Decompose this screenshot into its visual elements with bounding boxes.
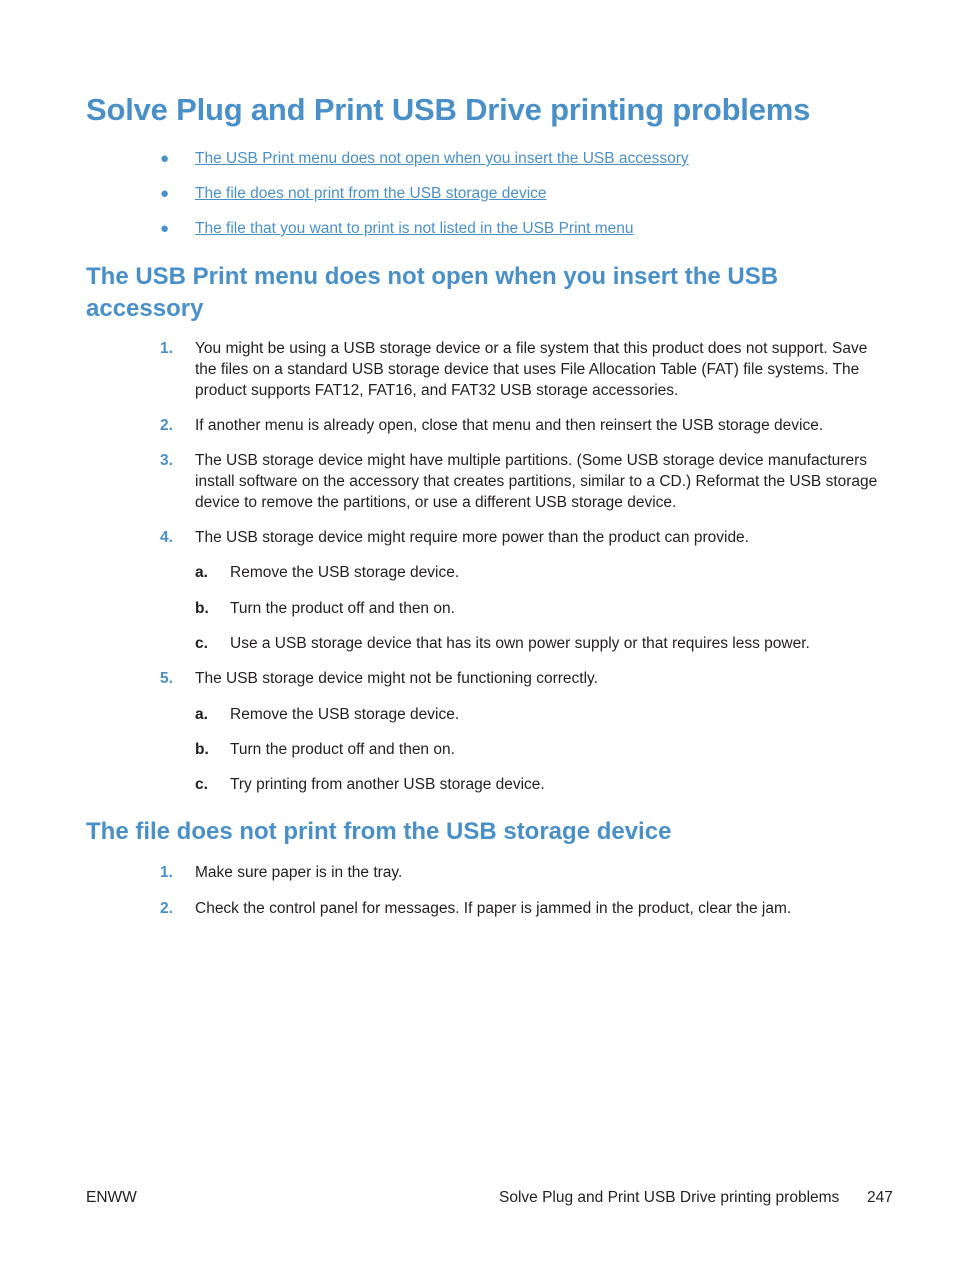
substep-text: Try printing from another USB storage device. (230, 776, 545, 793)
footer-left-label: ENWW (86, 1189, 137, 1206)
text-line: If another menu is already open, close that menu and then reinsert the USB storage device. (195, 417, 824, 434)
step-number: 1. (160, 340, 173, 357)
substep-text: Remove the USB storage device. (230, 564, 460, 581)
section-heading (86, 261, 778, 325)
page-number: 247 (867, 1189, 893, 1206)
step-text: Check the control panel for messages. If paper is jammed in the product, clear the jam. (195, 900, 792, 917)
substep-text: Turn the product off and then on. (230, 600, 455, 617)
step-number: 2. (160, 900, 173, 917)
substep-letter: b. (195, 600, 209, 617)
substep-letter: c. (195, 635, 208, 652)
step-text (195, 527, 885, 548)
step-number: 2. (160, 417, 173, 434)
substep-text: Remove the USB storage device. (230, 706, 460, 723)
substep-letter: b. (195, 741, 209, 758)
step-number: 3. (160, 452, 173, 469)
footer-title: Solve Plug and Print USB Drive printing problems (499, 1189, 840, 1206)
page-title: Solve Plug and Print USB Drive printing problems (86, 92, 811, 127)
step-number: 4. (160, 529, 173, 546)
link-file-does-not-print[interactable]: The file does not print from the USB storage device (195, 185, 547, 202)
text-line: the files on a standard USB storage device that uses File Allocation Table (FAT) file systems. The (195, 361, 860, 378)
text-line: install software on the accessory that creates partitions, similar to a CD.) Reformat the USB storage (195, 473, 878, 490)
text-line: The USB storage device might require more power than the product can provide. (195, 529, 749, 546)
link-file-not-listed[interactable]: The file that you want to print is not listed in the USB Print menu (195, 220, 634, 237)
step-text (195, 338, 885, 401)
link-usb-print-menu[interactable]: The USB Print menu does not open when you insert the USB accessory (195, 150, 689, 167)
step-number: 5. (160, 670, 173, 687)
text-line: The USB storage device might not be functioning correctly. (195, 670, 598, 687)
substep-letter: a. (195, 706, 208, 723)
substep-letter: c. (195, 776, 208, 793)
step-text (195, 668, 885, 689)
text-line: The USB storage device might have multiple partitions. (Some USB storage device manufacturers (195, 452, 867, 469)
bullet-icon: ● (160, 150, 170, 167)
step-number: 1. (160, 864, 173, 881)
text-line: product supports FAT12, FAT16, and FAT32 USB storage accessories. (195, 382, 679, 399)
step-text (195, 415, 885, 436)
substep-text: Use a USB storage device that has its own power supply or that requires less power. (230, 635, 810, 652)
substep-text: Turn the product off and then on. (230, 741, 455, 758)
section-heading: The file does not print from the USB storage device (86, 818, 672, 845)
step-text: Make sure paper is in the tray. (195, 864, 403, 881)
bullet-icon: ● (160, 185, 170, 202)
section-heading-line: accessory (86, 295, 204, 322)
section-heading-line: The USB Print menu does not open when you insert the USB (86, 263, 779, 290)
text-line: device to remove the partitions, or use a different USB storage device. (195, 494, 677, 511)
text-line: You might be using a USB storage device or a file system that this product does not support. Save (195, 340, 868, 357)
bullet-icon: ● (160, 220, 170, 237)
step-text (195, 450, 885, 513)
substep-letter: a. (195, 564, 208, 581)
